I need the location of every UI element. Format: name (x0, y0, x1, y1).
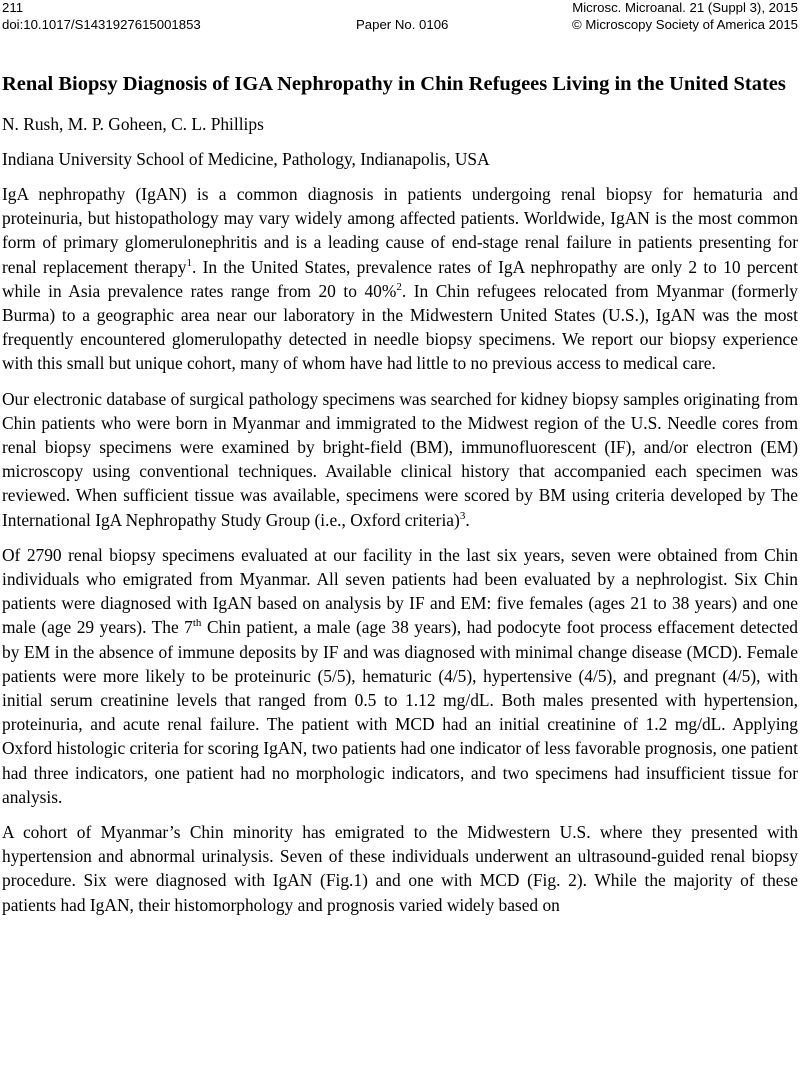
paragraph-methods (2, 387, 798, 532)
page-number: 211 (2, 0, 24, 15)
journal-citation: Microsc. Microanal. 21 (Suppl 3), 2015 (572, 0, 798, 15)
paragraph-discussion: A cohort of Myanmar’s Chin minority has emigrated to the Midwestern U.S. where they presented with hypertension and abnormal urinalysis. Seven of these individuals underwent an ultrasound-guided renal biopsy procedure. Six were diagnosed with IgAN (Fig.1) and one with MCD (Fig. 2). While the majority of these patients had IgAN, their histomorphology and prognosis varied widely based on (2, 822, 798, 915)
copyright: © Microscopy Society of America 2015 (572, 17, 798, 32)
authors: N. Rush, M. P. Goheen, C. L. Phillips (2, 114, 264, 134)
paper-number: Paper No. 0106 (356, 17, 449, 32)
text-segment: Of 2790 renal biopsy specimens evaluated at our facility in the last six years, seven were obtained from Chin individuals who emigrated from Myanmar. All seven patients had been evaluated by a nephrologist. Six Chin patients were diagnosed with IgAN based on analysis by IF and EM: five females (ages 21 to 38 years) and one male (age 29 years). The 7 (2, 544, 798, 638)
text-segment: . In Chin refugees relocated from Myanmar (formerly Burma) to a geographic area near our laboratory in the Midwestern United States (U.S.), IgAN was the most frequently encountered glomerulopathy detected in needle biopsy specimens. We report our biopsy experience with this small but unique cohort, many of whom have had little to no previous access to medical care. (2, 280, 798, 374)
citation-ref: 2 (396, 281, 402, 294)
article-title: Renal Biopsy Diagnosis of IGA Nephropathy in Chin Refugees Living in the United States (2, 73, 786, 95)
doi: doi:10.1017/S1431927615001853 (2, 17, 201, 32)
paragraph-results (2, 543, 798, 809)
citation-ref: 1 (186, 256, 192, 269)
text-segment: . (465, 509, 470, 530)
article (2, 70, 798, 928)
ordinal-suffix: th (192, 617, 202, 630)
text-segment: IgA nephropathy (IgAN) is a common diagnosis in patients undergoing renal biopsy for hematuria and proteinuria, but histopathology may vary widely among affected patients. Worldwide, IgAN is the most common form of primary glomerulonephritis and is a leading cause of end-stage renal failure in patients presenting for renal replacement therapy (2, 184, 798, 277)
paragraph-introduction (2, 182, 798, 376)
citation-ref: 3 (459, 509, 466, 522)
text-segment: Our electronic database of surgical pathology specimens was searched for kidney biopsy samples originating from Chin patients who were born in Myanmar and immigrated to the Midwest region of the U.S. Needle cores from renal biopsy specimens were examined by bright-field (BM), immunofluorescent (IF), and/or electron (EM) microscopy using conventional techniques. Available clinical history that accompanied each specimen was reviewed. When sufficient tissue was available, specimens were scored by BM using criteria developed by The International IgA Nephropathy Study Group (i.e., Oxford criteria) (2, 388, 798, 530)
text-segment: Chin patient, a male (age 38 years), had podocyte foot process effacement detected by EM in the absence of immune deposits by IF and was diagnosed with minimal change disease (MCD). Female patients were more likely to be proteinuric (5/5), hematuric (4/5), hypertensive (4/5), and pregnant (4/5), with initial serum creatinine levels that ranged from 0.5 to 1.12 mg/dL. Both males presented with hypertension, proteinuria, and acute renal failure. The patient with MCD had an initial creatinine of 1.2 mg/dL. Applying Oxford histologic criteria for scoring IgAN, two patients had one indicator of less favorable prognosis, one patient had three indicators, one patient had no morphologic indicators, and two specimens had insufficient tissue for analysis. (2, 617, 798, 807)
affiliation: Indiana University School of Medicine, Pathology, Indianapolis, USA (2, 149, 490, 169)
text-segment: . In the United States, prevalence rates of IgA nephropathy are only 2 to 10 percent while in Asia prevalence rates range from 20 to 40% (2, 256, 798, 301)
